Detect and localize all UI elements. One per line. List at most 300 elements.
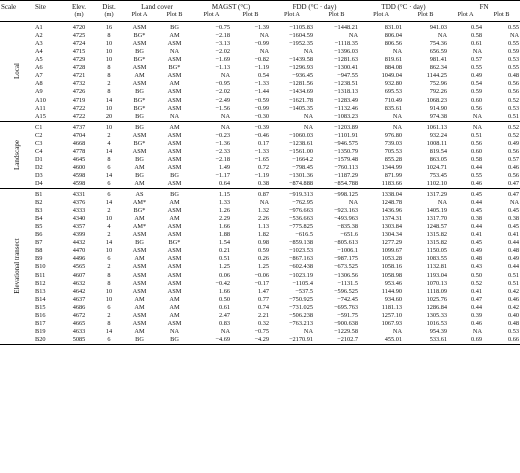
cell-land-cover-a: AM bbox=[134, 255, 145, 263]
cell-land-cover-a: AM bbox=[134, 179, 145, 187]
cell-magst-b: −4.29 bbox=[254, 335, 270, 343]
cell-site: A4 bbox=[35, 48, 43, 56]
cell-fn-a: NA bbox=[472, 48, 483, 56]
cell-dist: 8 bbox=[107, 319, 111, 327]
cell-site: B16 bbox=[35, 311, 46, 319]
cell-site: A6 bbox=[35, 64, 43, 72]
cell-magst-a: −2.33 bbox=[215, 147, 230, 155]
cell-elev: 4607 bbox=[72, 271, 86, 279]
header-tdd: TDD (°C · day) bbox=[381, 3, 426, 11]
cell-tdd-a: 884.08 bbox=[384, 64, 403, 72]
cell-site: B12 bbox=[35, 279, 46, 287]
cell-land-cover-a: BG bbox=[135, 48, 144, 56]
cell-fn-a: NA bbox=[472, 123, 483, 131]
cell-land-cover-a: AM bbox=[134, 215, 145, 223]
cell-fn-b: 0.51 bbox=[508, 112, 520, 120]
table-row bbox=[0, 148, 520, 156]
cell-land-cover-b: AM bbox=[169, 199, 180, 207]
cell-elev: 4340 bbox=[72, 215, 86, 223]
cell-site: A11 bbox=[35, 104, 46, 112]
cell-tdd-b: 941.03 bbox=[429, 24, 448, 32]
cell-fn-b: 0.56 bbox=[508, 147, 520, 155]
cell-elev: 4645 bbox=[72, 155, 86, 163]
table-row bbox=[0, 239, 520, 247]
cell-land-cover-b: AM bbox=[169, 295, 180, 303]
cell-tdd-a: 1277.29 bbox=[381, 239, 403, 247]
cell-tdd-a: 710.49 bbox=[384, 96, 403, 104]
header-plot-a: Plot A bbox=[373, 11, 389, 19]
cell-land-cover-a: AM* bbox=[132, 199, 147, 207]
cell-land-cover-b: AM bbox=[169, 311, 180, 319]
table-row bbox=[0, 199, 520, 207]
cell-fdd-a: −536.663 bbox=[288, 215, 314, 223]
cell-magst-a: −0.75 bbox=[215, 24, 230, 32]
cell-fdd-b: −1118.35 bbox=[334, 40, 359, 48]
cell-land-cover-a: AM bbox=[134, 327, 145, 335]
cell-fdd-b: −987.175 bbox=[334, 255, 359, 263]
cell-fdd-a: −1301.36 bbox=[288, 171, 314, 179]
cell-fdd-a: −919.313 bbox=[288, 191, 314, 199]
cell-fn-a: 0.54 bbox=[471, 24, 483, 32]
cell-tdd-a: 1436.96 bbox=[381, 207, 403, 215]
scale-cell bbox=[0, 189, 34, 345]
cell-magst-b: 0.54 bbox=[257, 72, 270, 80]
cell-land-cover-a: BG* bbox=[133, 32, 146, 40]
cell-site: D2 bbox=[35, 163, 43, 171]
cell-tdd-b: 863.05 bbox=[429, 155, 448, 163]
cell-dist: 2 bbox=[107, 263, 111, 271]
scale-label: Landscape bbox=[12, 139, 21, 170]
cell-elev: 4665 bbox=[72, 319, 86, 327]
table-row bbox=[0, 64, 520, 72]
cell-magst-a: −0.23 bbox=[215, 131, 230, 139]
cell-tdd-a: 1248.78 bbox=[381, 199, 403, 207]
cell-fn-a: 0.56 bbox=[471, 104, 483, 112]
table-body bbox=[0, 22, 520, 345]
cell-fdd-b: −1187.29 bbox=[334, 171, 359, 179]
cell-tdd-a: NA bbox=[392, 112, 403, 120]
cell-magst-b: 0.72 bbox=[257, 163, 270, 171]
cell-tdd-a: 739.03 bbox=[384, 139, 403, 147]
cell-dist: 14 bbox=[105, 147, 113, 155]
cell-fn-b: 0.53 bbox=[508, 104, 520, 112]
cell-land-cover-a: ASM bbox=[132, 24, 147, 32]
cell-fdd-b: −493.963 bbox=[334, 215, 359, 223]
cell-dist: 6 bbox=[107, 179, 111, 187]
cell-fdd-a: −762.95 bbox=[292, 199, 314, 207]
cell-fn-a: 0.51 bbox=[471, 131, 483, 139]
cell-dist: 8 bbox=[107, 32, 111, 40]
cell-land-cover-a: AM bbox=[134, 163, 145, 171]
cell-dist: 10 bbox=[105, 295, 113, 303]
cell-dist: 10 bbox=[105, 287, 113, 295]
cell-tdd-b: 1315.82 bbox=[426, 239, 448, 247]
cell-magst-a: 0.06 bbox=[218, 271, 230, 279]
cell-magst-a: 1.54 bbox=[218, 239, 230, 247]
cell-fdd-b: −1300.41 bbox=[334, 64, 359, 72]
table-row bbox=[0, 97, 520, 105]
cell-fn-b: 0.44 bbox=[508, 239, 520, 247]
cell-dist: 6 bbox=[107, 335, 111, 343]
cell-tdd-b: 753.45 bbox=[429, 171, 448, 179]
cell-tdd-a: 1067.93 bbox=[381, 319, 403, 327]
cell-land-cover-a: BG bbox=[135, 123, 144, 131]
cell-fn-a: 0.44 bbox=[471, 199, 483, 207]
scale-label: Elevational transect bbox=[12, 238, 21, 295]
cell-land-cover-a: ASM bbox=[132, 231, 147, 239]
cell-tdd-b: 819.54 bbox=[429, 147, 448, 155]
cell-dist: 8 bbox=[107, 279, 111, 287]
cell-tdd-b: 1025.76 bbox=[426, 295, 448, 303]
cell-tdd-b: 954.39 bbox=[429, 327, 448, 335]
cell-elev: 4732 bbox=[72, 80, 86, 88]
cell-tdd-b: 1193.04 bbox=[426, 271, 448, 279]
cell-fn-b: NA bbox=[509, 199, 520, 207]
cell-site: A9 bbox=[35, 88, 43, 96]
cell-fdd-a: −1105.83 bbox=[289, 24, 314, 32]
cell-magst-a: 1.15 bbox=[218, 191, 230, 199]
cell-site: C2 bbox=[35, 131, 43, 139]
cell-fdd-b: −596.525 bbox=[334, 287, 359, 295]
cell-fdd-b: −1283.49 bbox=[334, 96, 359, 104]
cell-land-cover-a: BG* bbox=[133, 139, 146, 147]
cell-site: B13 bbox=[35, 287, 46, 295]
cell-fdd-a: NA bbox=[303, 327, 314, 335]
cell-fdd-a: −506.238 bbox=[288, 311, 314, 319]
table-row bbox=[0, 156, 520, 164]
cell-tdd-a: 835.61 bbox=[384, 104, 403, 112]
cell-magst-b: 0.87 bbox=[257, 191, 270, 199]
cell-land-cover-b: ASM bbox=[167, 104, 182, 112]
scale-cell bbox=[0, 22, 34, 122]
cell-magst-b: −0.99 bbox=[254, 40, 270, 48]
cell-fn-b: 0.53 bbox=[508, 327, 520, 335]
cell-magst-b: −1.33 bbox=[254, 147, 270, 155]
cell-magst-b: 1.32 bbox=[257, 207, 270, 215]
cell-fdd-a: −1060.03 bbox=[288, 131, 314, 139]
table-row bbox=[0, 56, 520, 64]
cell-elev: 5085 bbox=[72, 335, 86, 343]
cell-fn-a: 0.44 bbox=[471, 223, 483, 231]
cell-tdd-a: NA bbox=[392, 123, 403, 131]
cell-site: A2 bbox=[35, 32, 43, 40]
cell-dist: 4 bbox=[107, 223, 111, 231]
cell-land-cover-a: BG* bbox=[133, 96, 146, 104]
cell-elev: 4598 bbox=[72, 179, 86, 187]
cell-land-cover-a: BG bbox=[135, 112, 144, 120]
cell-magst-b: −1.39 bbox=[254, 24, 270, 32]
cell-fdd-a: −1561.00 bbox=[288, 147, 314, 155]
cell-site: B20 bbox=[35, 335, 46, 343]
cell-land-cover-a: BG bbox=[135, 335, 144, 343]
cell-fn-a: 0.57 bbox=[471, 56, 483, 64]
cell-magst-a: NA bbox=[220, 327, 230, 335]
cell-magst-a: NA bbox=[220, 123, 230, 131]
cell-elev: 4633 bbox=[72, 327, 86, 335]
cell-land-cover-b: ASM bbox=[167, 96, 182, 104]
cell-dist: 10 bbox=[105, 104, 113, 112]
cell-elev: 4722 bbox=[72, 104, 86, 112]
cell-fdd-a: −731.025 bbox=[288, 303, 314, 311]
table-row bbox=[0, 121, 520, 132]
table-row bbox=[0, 172, 520, 180]
cell-tdd-a: 1058.98 bbox=[381, 271, 403, 279]
table-row bbox=[0, 320, 520, 328]
cell-tdd-a: 1053.28 bbox=[381, 255, 403, 263]
cell-fdd-a: −1023.53 bbox=[288, 247, 314, 255]
cell-dist: 14 bbox=[105, 96, 113, 104]
cell-tdd-a: 976.80 bbox=[384, 131, 403, 139]
cell-dist: 10 bbox=[105, 56, 113, 64]
cell-tdd-b: NA bbox=[437, 199, 448, 207]
cell-magst-b: −0.75 bbox=[254, 327, 270, 335]
cell-fn-a: NA bbox=[472, 327, 483, 335]
cell-site: B4 bbox=[35, 215, 43, 223]
cell-dist: 6 bbox=[107, 191, 111, 199]
header-magst: MAGST (°C) bbox=[211, 3, 251, 11]
cell-land-cover-b: NA bbox=[169, 327, 180, 335]
cell-fn-a: 0.41 bbox=[471, 231, 483, 239]
cell-fn-a: 0.47 bbox=[471, 295, 483, 303]
cell-fn-b: 0.38 bbox=[508, 215, 520, 223]
cell-land-cover-a: AM bbox=[134, 72, 145, 80]
table-row bbox=[0, 231, 520, 239]
cell-magst-a: −1.36 bbox=[215, 139, 230, 147]
cell-dist: 8 bbox=[107, 64, 111, 72]
cell-fn-a: 0.38 bbox=[471, 215, 483, 223]
cell-fdd-b: −998.125 bbox=[334, 191, 359, 199]
cell-elev: 4496 bbox=[72, 255, 86, 263]
cell-dist: 4 bbox=[107, 139, 111, 147]
cell-elev: 4726 bbox=[72, 88, 86, 96]
table-row bbox=[0, 32, 520, 40]
cell-fdd-b: −1006.1 bbox=[337, 247, 359, 255]
cell-land-cover-b: BG bbox=[170, 191, 179, 199]
cell-fn-a: 0.45 bbox=[471, 191, 483, 199]
cell-magst-b: −0.39 bbox=[254, 123, 270, 131]
cell-site: C1 bbox=[35, 123, 43, 131]
cell-elev: 4331 bbox=[72, 191, 86, 199]
cell-fn-b: 0.52 bbox=[508, 96, 520, 104]
header-plot-b: Plot B bbox=[166, 11, 183, 19]
cell-magst-b: NA bbox=[259, 32, 270, 40]
table-row bbox=[0, 40, 520, 48]
cell-fn-b: 0.49 bbox=[508, 139, 520, 147]
cell-fdd-a: −750.925 bbox=[288, 295, 314, 303]
header-site: Site bbox=[35, 3, 46, 11]
cell-fdd-b: −1579.48 bbox=[334, 155, 359, 163]
cell-fn-a: 0.39 bbox=[471, 311, 483, 319]
cell-elev: 4432 bbox=[72, 239, 86, 247]
cell-dist: 2 bbox=[107, 207, 111, 215]
cell-site: B5 bbox=[35, 223, 43, 231]
cell-fdd-b: −1306.56 bbox=[334, 271, 359, 279]
cell-site: A7 bbox=[35, 72, 43, 80]
cell-magst-b: −1.33 bbox=[254, 80, 270, 88]
header-blank bbox=[0, 11, 34, 22]
cell-site: B19 bbox=[35, 327, 46, 335]
cell-fdd-a: −798.45 bbox=[292, 163, 314, 171]
cell-site: D3 bbox=[35, 171, 43, 179]
cell-magst-b: 0.98 bbox=[257, 239, 270, 247]
cell-site: B2 bbox=[35, 199, 43, 207]
table-row bbox=[0, 336, 520, 345]
cell-elev: 4672 bbox=[72, 311, 86, 319]
header-fdd: FDD (°C · day) bbox=[292, 3, 337, 11]
cell-fn-a: 0.59 bbox=[471, 88, 483, 96]
cell-fdd-b: −742.45 bbox=[337, 295, 359, 303]
cell-dist: 10 bbox=[105, 48, 113, 56]
table-row bbox=[0, 272, 520, 280]
header-dist-unit: (m) bbox=[104, 11, 114, 19]
cell-elev: 4704 bbox=[72, 131, 86, 139]
cell-tdd-b: 1150.05 bbox=[426, 247, 448, 255]
cell-fdd-a: −1621.78 bbox=[288, 96, 314, 104]
cell-site: C3 bbox=[35, 139, 43, 147]
cell-fn-a: 0.60 bbox=[471, 147, 483, 155]
table-row bbox=[0, 113, 520, 122]
cell-dist: 10 bbox=[105, 123, 113, 131]
cell-elev: 4668 bbox=[72, 139, 86, 147]
cell-fdd-b: −1132.46 bbox=[334, 104, 359, 112]
cell-fdd-b: NA bbox=[348, 199, 359, 207]
cell-dist: 14 bbox=[105, 171, 113, 179]
cell-tdd-b: 1305.33 bbox=[426, 311, 448, 319]
cell-fn-a: 0.44 bbox=[471, 303, 483, 311]
table-row bbox=[0, 80, 520, 88]
cell-magst-a: 1.88 bbox=[218, 231, 230, 239]
cell-elev: 4719 bbox=[72, 96, 86, 104]
cell-fdd-a: −616.5 bbox=[295, 231, 314, 239]
cell-fdd-a: NA bbox=[303, 112, 314, 120]
cell-fn-b: 0.53 bbox=[508, 56, 520, 64]
cell-magst-b: −0.82 bbox=[254, 56, 270, 64]
cell-fdd-a: −1664.2 bbox=[292, 155, 314, 163]
cell-magst-a: 1.66 bbox=[218, 287, 230, 295]
cell-land-cover-b: ASM bbox=[167, 40, 182, 48]
cell-tdd-b: 792.26 bbox=[429, 88, 448, 96]
cell-fn-b: 0.55 bbox=[508, 64, 520, 72]
cell-magst-b: 2.21 bbox=[257, 311, 270, 319]
cell-magst-b: −1.19 bbox=[254, 171, 270, 179]
cell-land-cover-b: BG bbox=[170, 335, 179, 343]
cell-tdd-a: 1303.84 bbox=[381, 223, 403, 231]
cell-site: B10 bbox=[35, 263, 46, 271]
cell-dist: 10 bbox=[105, 215, 113, 223]
cell-land-cover-b: ASM bbox=[167, 223, 182, 231]
cell-dist: 20 bbox=[105, 112, 113, 120]
cell-tdd-b: 1118.09 bbox=[427, 287, 448, 295]
cell-fn-a: 0.49 bbox=[471, 72, 483, 80]
cell-tdd-b: 1248.57 bbox=[426, 223, 448, 231]
cell-tdd-a: 871.99 bbox=[384, 171, 403, 179]
cell-fn-b: 0.51 bbox=[508, 271, 520, 279]
cell-fn-b: 0.45 bbox=[508, 223, 520, 231]
cell-land-cover-a: BG bbox=[135, 155, 144, 163]
cell-land-cover-b: AM bbox=[169, 215, 180, 223]
cell-fdd-b: −760.113 bbox=[334, 163, 359, 171]
cell-magst-b: −0.06 bbox=[254, 271, 270, 279]
cell-magst-b: −0.17 bbox=[254, 279, 270, 287]
cell-site: B9 bbox=[35, 255, 43, 263]
cell-magst-b: 1.25 bbox=[257, 263, 270, 271]
cell-magst-a: 0.61 bbox=[218, 303, 230, 311]
cell-fn-b: 0.56 bbox=[508, 88, 520, 96]
table-row bbox=[0, 22, 520, 33]
cell-fdd-b: −1448.21 bbox=[334, 24, 359, 32]
cell-fdd-b: −805.613 bbox=[334, 239, 359, 247]
cell-fn-a: NA bbox=[472, 112, 483, 120]
cell-magst-b: −0.99 bbox=[254, 104, 270, 112]
cell-fdd-b: −947.55 bbox=[337, 72, 359, 80]
cell-fdd-a: −859.138 bbox=[288, 239, 314, 247]
cell-magst-a: −0.95 bbox=[215, 80, 230, 88]
cell-site: D4 bbox=[35, 179, 43, 187]
cell-fn-a: 0.56 bbox=[471, 139, 483, 147]
cell-tdd-a: 695.53 bbox=[384, 88, 403, 96]
cell-fn-a: 0.46 bbox=[471, 319, 483, 327]
cell-tdd-b: 1317.70 bbox=[426, 215, 448, 223]
cell-magst-b: −0.30 bbox=[254, 112, 270, 120]
cell-land-cover-b: ASM bbox=[167, 231, 182, 239]
header-plot-b: Plot B bbox=[328, 11, 345, 19]
cell-site: A15 bbox=[35, 112, 46, 120]
header-elev: Elev. bbox=[71, 3, 87, 11]
cell-magst-b: 0.59 bbox=[257, 247, 270, 255]
cell-fdd-b: −673.525 bbox=[334, 263, 359, 271]
cell-fdd-b: −1083.23 bbox=[334, 112, 359, 120]
cell-tdd-b: 1061.13 bbox=[426, 123, 448, 131]
cell-tdd-b: 656.59 bbox=[429, 48, 448, 56]
cell-tdd-b: 1070.13 bbox=[426, 279, 448, 287]
table-row bbox=[0, 180, 520, 189]
cell-dist: 8 bbox=[107, 72, 111, 80]
cell-tdd-b: 1317.29 bbox=[426, 191, 448, 199]
cell-fdd-a: −867.163 bbox=[288, 255, 314, 263]
cell-land-cover-a: BG bbox=[135, 171, 144, 179]
cell-fdd-b: −1229.58 bbox=[334, 327, 359, 335]
cell-tdd-a: 953.46 bbox=[384, 279, 403, 287]
cell-tdd-b: 1132.81 bbox=[426, 263, 448, 271]
cell-tdd-b: 1315.82 bbox=[426, 231, 448, 239]
cell-fdd-a: NA bbox=[303, 48, 314, 56]
cell-land-cover-a: AM bbox=[134, 303, 145, 311]
cell-tdd-a: 1181.13 bbox=[381, 303, 403, 311]
cell-land-cover-a: ASM bbox=[132, 147, 147, 155]
cell-elev: 4686 bbox=[72, 303, 86, 311]
cell-fn-a: 0.48 bbox=[471, 255, 483, 263]
cell-land-cover-b: ASM bbox=[167, 139, 182, 147]
cell-tdd-a: 1338.04 bbox=[381, 191, 403, 199]
cell-tdd-a: 819.61 bbox=[384, 56, 403, 64]
cell-tdd-a: 1144.90 bbox=[381, 287, 403, 295]
table-row bbox=[0, 164, 520, 172]
cell-magst-b: −0.59 bbox=[254, 96, 270, 104]
cell-land-cover-b: ASM bbox=[167, 319, 182, 327]
cell-land-cover-b: BG* bbox=[168, 239, 181, 247]
cell-dist: 2 bbox=[107, 311, 111, 319]
cell-tdd-a: 932.80 bbox=[384, 80, 403, 88]
cell-elev: 4720 bbox=[72, 24, 86, 32]
cell-tdd-a: 1049.04 bbox=[381, 72, 403, 80]
cell-fdd-a: −1281.56 bbox=[288, 80, 314, 88]
table-row bbox=[0, 72, 520, 80]
cell-elev: 4778 bbox=[72, 147, 86, 155]
cell-fdd-b: −1396.03 bbox=[334, 48, 359, 56]
cell-tdd-b: 754.36 bbox=[429, 40, 448, 48]
table-row bbox=[0, 247, 520, 255]
cell-land-cover-b: ASM bbox=[167, 179, 182, 187]
